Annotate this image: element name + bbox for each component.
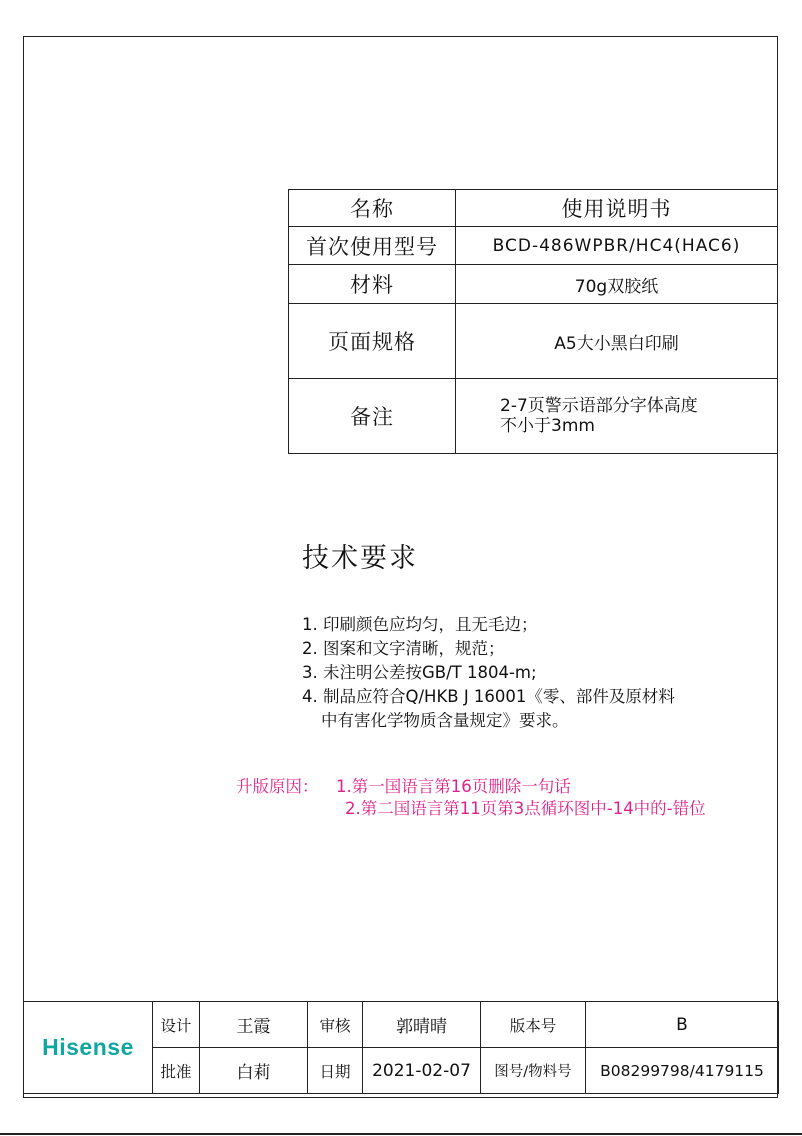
technical-requirements-list [302,613,675,733]
revision-line: 2.第二国语言第11页第3点循环图中-14中的-错位 [345,799,706,818]
spec-label: 页面规格 [289,304,456,379]
drawing-number-value: B08299798/4179115 [586,1048,779,1094]
spec-row-remarks [289,379,778,454]
version-label: 版本号 [481,1002,586,1048]
spec-value [456,379,778,454]
spec-value: A5大小黑白印刷 [456,304,778,379]
requirement-item: 1. 印刷颜色应均匀，且无毛边； [302,615,538,634]
spec-value: BCD-486WPBR/HC4(HAC6) [456,227,778,265]
approve-label: 批准 [153,1048,200,1094]
remark-line: 不小于3mm [500,416,595,436]
requirement-item: 2. 图案和文字清晰，规范； [302,639,505,658]
hisense-logo: Hisense [42,1034,134,1060]
version-value: B [586,1002,779,1048]
spec-row-page-format [289,304,778,379]
requirement-item: 中有害化学物质含量规定》要求。 [321,711,569,730]
spec-row-model [289,227,778,265]
brand-logo [24,1002,153,1094]
design-value: 王霞 [200,1002,308,1048]
date-label: 日期 [308,1048,363,1094]
requirement-item: 4. 制品应符合Q/HKB J 16001《零、部件及原材料 [302,687,675,706]
review-value: 郭晴晴 [363,1002,481,1048]
spec-row-material [289,265,778,304]
revision-line: 1.第一国语言第16页删除一句话 [336,777,571,796]
review-label: 审核 [308,1002,363,1048]
revision-reason [236,776,706,820]
spec-row-name [289,190,778,227]
requirement-item: 3. 未注明公差按GB/T 1804-m; [302,663,537,682]
spec-label: 名称 [289,190,456,227]
bottom-rule [0,1133,802,1135]
revision-label: 升版原因： [236,777,319,796]
technical-requirements-title: 技术要求 [302,543,418,574]
spec-table [288,189,778,454]
remark-line: 2-7页警示语部分字体高度 [500,396,698,416]
title-block [23,1001,779,1094]
spec-label: 备注 [289,379,456,454]
approve-value: 白莉 [200,1048,308,1094]
design-label: 设计 [153,1002,200,1048]
spec-value: 70g双胶纸 [456,265,778,304]
drawing-number-label: 图号/物料号 [481,1048,586,1094]
date-value: 2021-02-07 [363,1048,481,1094]
spec-value: 使用说明书 [456,190,778,227]
spec-label: 首次使用型号 [289,227,456,265]
spec-label: 材料 [289,265,456,304]
